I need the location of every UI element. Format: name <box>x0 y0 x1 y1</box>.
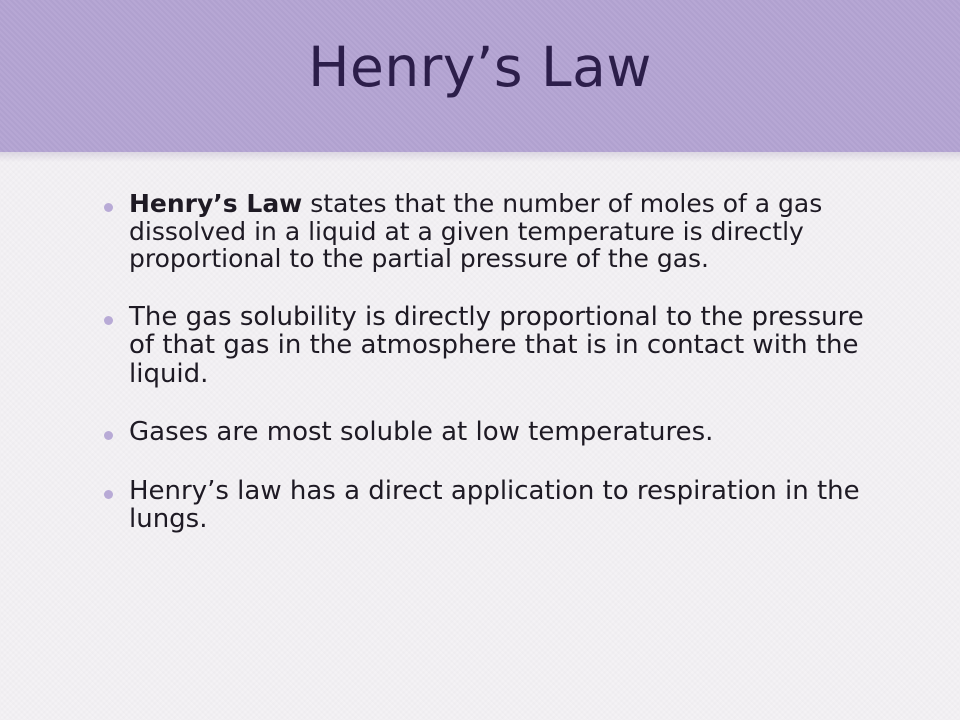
bullet-text: The gas solubility is directly proportional to the pressure of that gas in the atmosphere that is in contact with the liquid. <box>129 301 864 389</box>
bullet-text: Gases are most soluble at low temperatures. <box>129 417 714 448</box>
bullet-item-low-temperatures <box>102 418 872 447</box>
bullet-dot-icon <box>104 203 113 212</box>
bullet-text: Henry’s law has a direct application to respiration in the lungs. <box>129 475 860 535</box>
bullet-list <box>102 190 872 564</box>
bullet-item-henrys-law-definition <box>102 190 872 273</box>
bullet-dot-icon <box>104 431 113 440</box>
bullet-item-respiration <box>102 477 872 534</box>
bullet-dot-icon <box>104 316 113 325</box>
title-band <box>0 0 960 152</box>
slide-title: Henry’s Law <box>308 35 652 99</box>
bullet-item-gas-solubility <box>102 303 872 389</box>
bullet-dot-icon <box>104 490 113 499</box>
bullet-text: states that the number of moles of a gas dissolved in a liquid at a given temperature is directly proportional to the partial pressure of the gas. <box>129 189 823 273</box>
bullet-term: Henry’s Law <box>129 189 303 218</box>
